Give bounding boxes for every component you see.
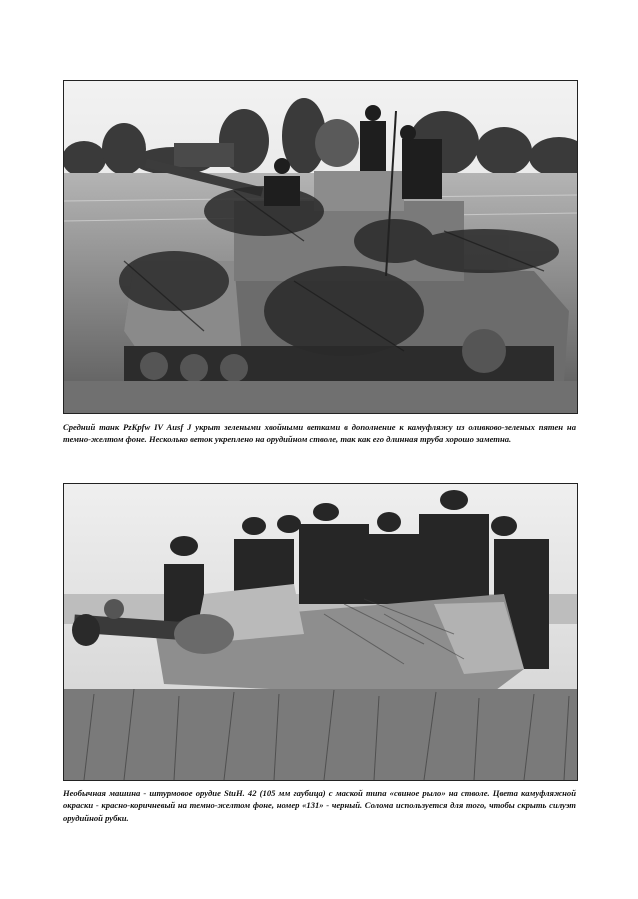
tank-photo-caption: Средний танк PzKpfw IV Ausf J укрыт зелеными хвойными ветками в дополнение к камуфляжу из оливково-зеленых пятен на темно-желтом фоне. Несколько веток укреплено на орудийном стволе, так как его длинная труба хорошо заметна.	[63, 422, 576, 445]
tank-photo-illustration	[64, 81, 577, 413]
assault-gun-photo-illustration	[64, 484, 577, 780]
tank-photo	[63, 80, 578, 414]
assault-gun-photo	[63, 483, 578, 781]
assault-gun-photo-caption: Необычная машина - штурмовое орудие StuH. 42 (105 мм гаубица) с маской типа «свиное рыло» на стволе. Цвета камуфляжной окраски - красно-коричневый на темно-желтом фоне, номер «131» - черный. Солома используется для того, чтобы скрыть силуэт орудийной рубки.	[63, 788, 576, 823]
